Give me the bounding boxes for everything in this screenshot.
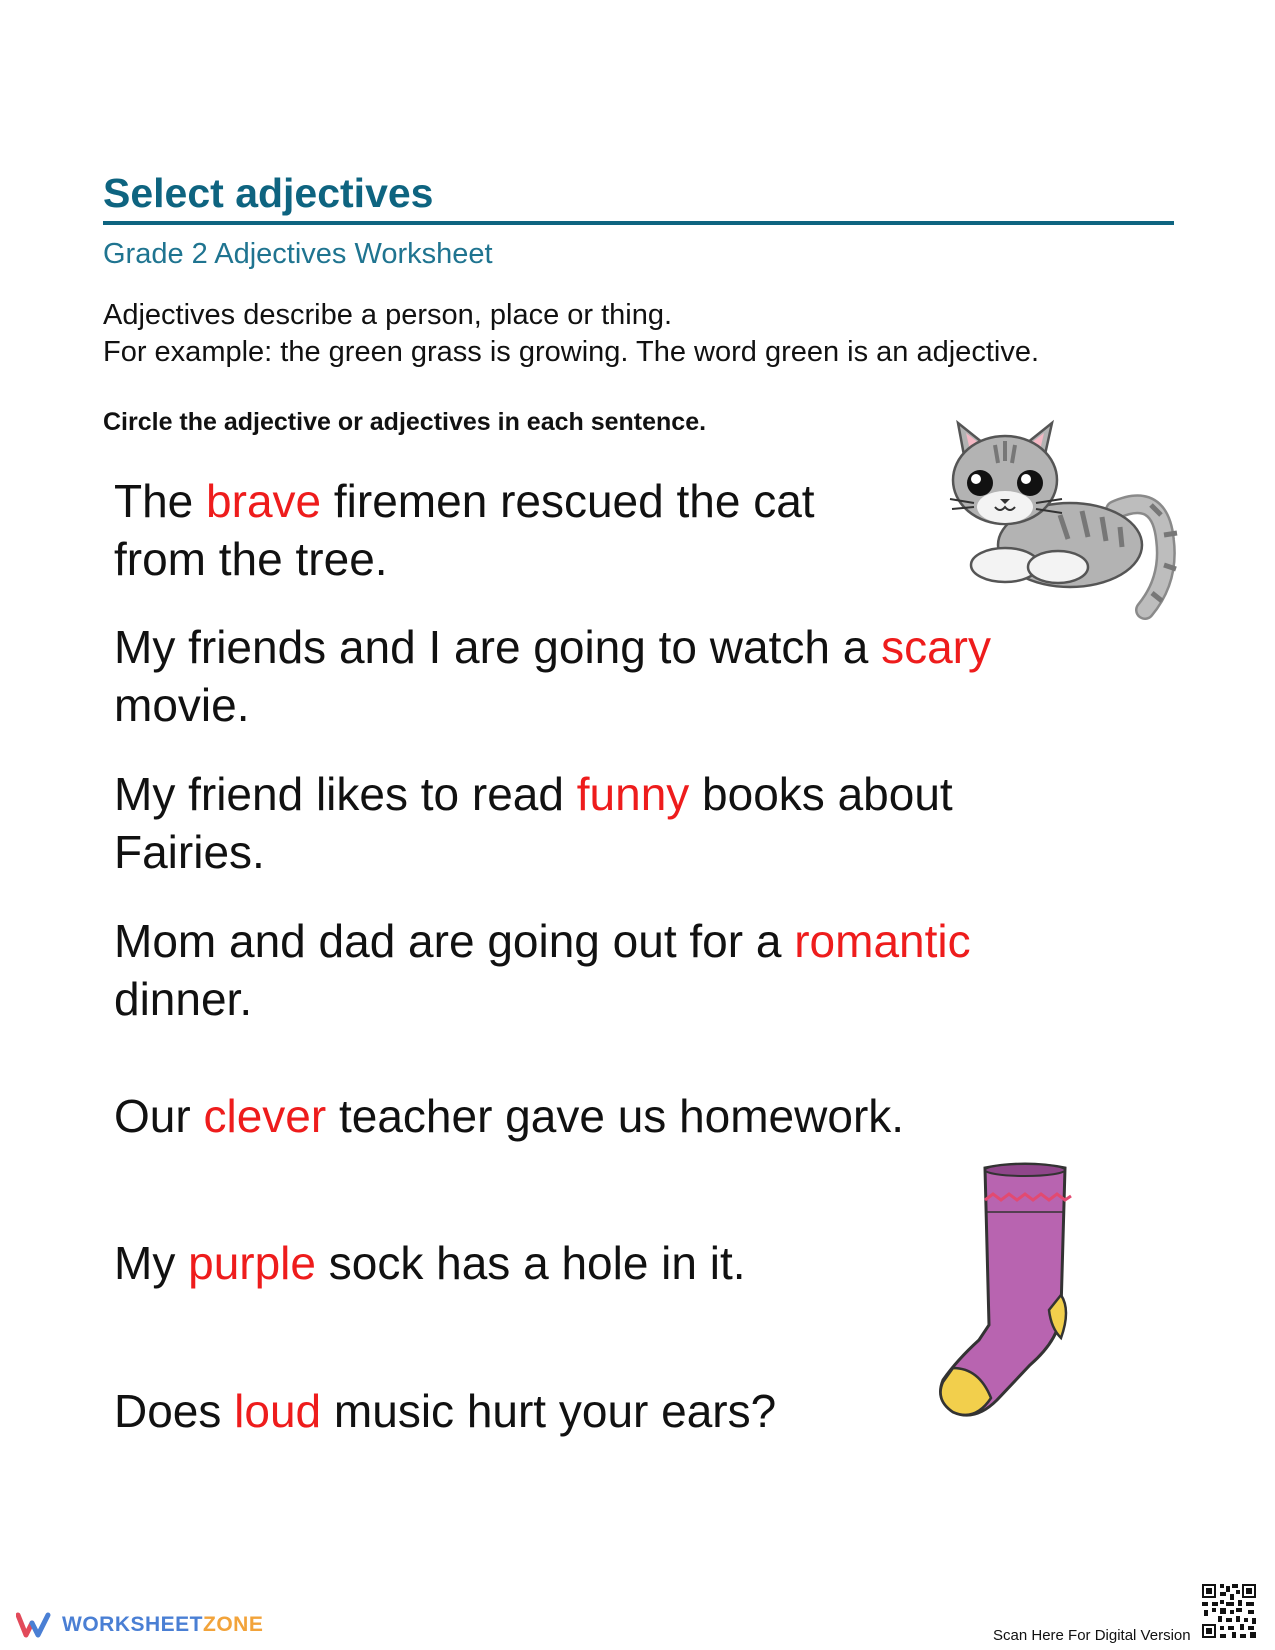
adjective-word[interactable]: scary — [881, 621, 991, 673]
sentence-text: My friends and I are going to watch a — [114, 621, 882, 673]
sentence-line — [114, 1382, 776, 1440]
adjective-word[interactable]: purple — [188, 1237, 316, 1289]
adjective-word[interactable]: loud — [234, 1385, 322, 1437]
adjective-word[interactable]: funny — [576, 768, 690, 820]
sentence-text: books about — [689, 768, 953, 820]
cat-illustration — [940, 395, 1180, 620]
title-underline — [103, 221, 1174, 225]
sentence-text: My — [114, 1237, 189, 1289]
sentence-text: Does — [114, 1385, 235, 1437]
page-title: Select adjectives — [103, 170, 434, 216]
logo-text-part1: WORKSHEET — [62, 1613, 203, 1636]
instruction: Circle the adjective or adjectives in each sentence. — [103, 408, 707, 436]
sentence-line-2: dinner. — [114, 973, 253, 1025]
sentence-line-2: movie. — [114, 679, 250, 731]
page-subtitle: Grade 2 Adjectives Worksheet — [103, 238, 493, 270]
sentence-line-2: from the tree. — [114, 533, 388, 585]
sentence-4 — [114, 912, 971, 1028]
sentence-text: The — [114, 475, 207, 527]
sentence-text: My friend likes to read — [114, 768, 577, 820]
sentence-text: teacher gave us homework. — [326, 1090, 905, 1142]
intro-text — [103, 297, 1039, 371]
sentence-line — [114, 912, 971, 970]
sentence-2 — [114, 618, 991, 734]
intro-line-2: For example: the green grass is growing. The word green is an adjective. — [103, 336, 1040, 368]
adjective-word[interactable]: romantic — [794, 915, 971, 967]
intro-line-1: Adjectives describe a person, place or thing. — [103, 299, 673, 331]
sentence-line-2: Fairies. — [114, 826, 265, 878]
sentence-1 — [114, 472, 815, 588]
logo-text-part2: ZONE — [203, 1613, 264, 1636]
sentence-line — [114, 472, 815, 530]
logo-text — [62, 1613, 263, 1637]
sentence-line — [114, 1087, 904, 1145]
adjective-word[interactable]: brave — [206, 475, 322, 527]
sentence-text: music hurt your ears? — [321, 1385, 777, 1437]
sentence-5 — [114, 1087, 904, 1145]
sentence-text: Mom and dad are going out for a — [114, 915, 795, 967]
sentence-text: sock has a hole in it. — [315, 1237, 746, 1289]
sentence-6 — [114, 1234, 746, 1292]
sentence-7 — [114, 1382, 776, 1440]
sentence-line — [114, 1234, 746, 1292]
sentence-3 — [114, 765, 953, 881]
scan-text: Scan Here For Digital Version — [993, 1627, 1191, 1644]
qr-code-icon[interactable] — [1200, 1582, 1258, 1640]
sentence-text: firemen rescued the cat — [321, 475, 815, 527]
sentence-text: Our — [114, 1090, 204, 1142]
sentence-line — [114, 765, 953, 823]
sock-illustration — [935, 1160, 1125, 1430]
sentence-line — [114, 618, 991, 676]
worksheetzone-logo — [16, 1610, 263, 1640]
w-logo-icon — [16, 1611, 52, 1639]
adjective-word[interactable]: clever — [203, 1090, 327, 1142]
